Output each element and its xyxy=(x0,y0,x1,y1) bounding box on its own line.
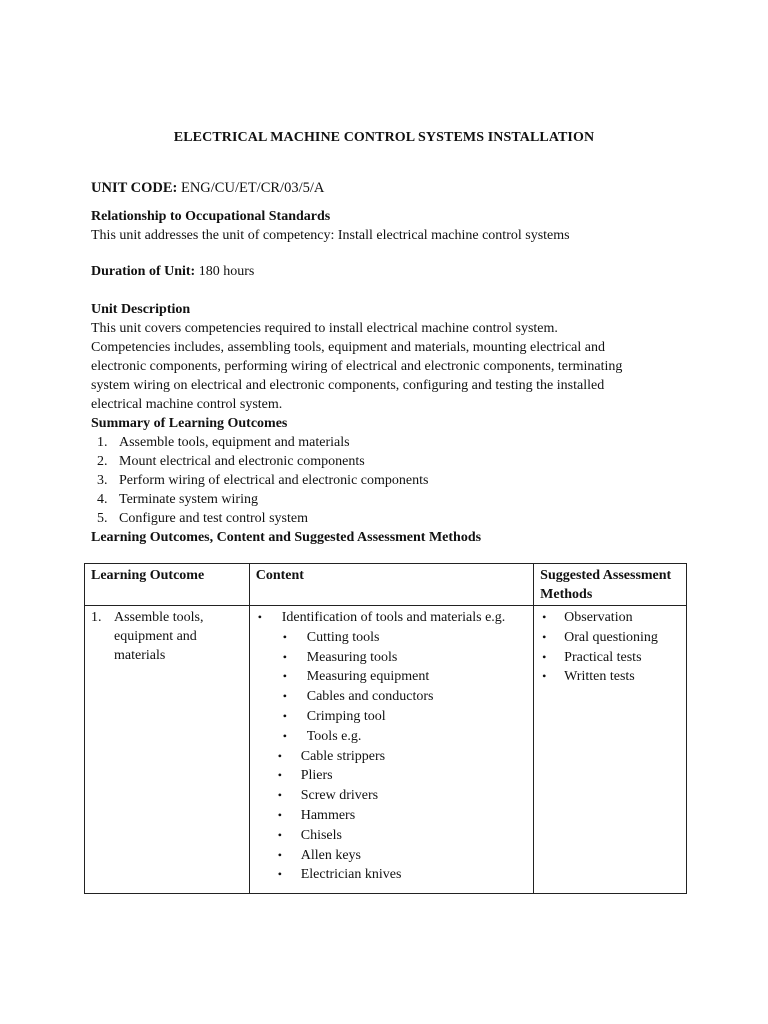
list-item xyxy=(256,687,527,707)
list-item-text: Perform wiring of electrical and electronic components xyxy=(119,473,429,488)
description-line: system wiring on electrical and electronic components, configuring and testing the installed xyxy=(91,378,605,393)
outcome-number: 1. xyxy=(91,610,102,625)
list-item xyxy=(256,747,527,767)
list-item-text: Identification of tools and materials e.g. xyxy=(281,610,506,625)
relationship-heading: Relationship to Occupational Standards xyxy=(91,209,331,224)
list-item xyxy=(256,667,527,687)
bullet-icon: • xyxy=(257,610,262,624)
list-item xyxy=(256,846,527,866)
outcome-line: materials xyxy=(114,648,166,663)
list-item-text: Tools e.g. xyxy=(306,728,362,744)
list-item xyxy=(540,648,680,668)
unit-code-label: UNIT CODE: xyxy=(91,180,178,196)
unit-code-value: ENG/CU/ET/CR/03/5/A xyxy=(180,180,325,196)
description-line: electronic components, performing wiring of electrical and electronic components, terminating xyxy=(91,359,623,374)
list-item-text: Cable strippers xyxy=(300,748,386,764)
bullet-icon: • xyxy=(277,867,282,882)
list-item-text: Hammers xyxy=(300,807,356,823)
list-number: 4. xyxy=(97,492,108,507)
header-learning-outcome: Learning Outcome xyxy=(85,564,250,606)
list-item-text: Cutting tools xyxy=(306,629,380,645)
list-item xyxy=(256,806,527,826)
table-header-row xyxy=(85,564,687,606)
relationship-text: This unit addresses the unit of competency: Install electrical machine control systems xyxy=(91,228,570,243)
bullet-icon: • xyxy=(282,728,287,743)
bullet-icon: • xyxy=(282,669,287,684)
list-item xyxy=(91,490,691,509)
description-line: electrical machine control system. xyxy=(91,397,283,412)
list-item-text: Oral questioning xyxy=(564,629,658,645)
header-assessment: Suggested Assessment Methods xyxy=(534,564,687,606)
list-item xyxy=(256,608,527,628)
learning-outcomes-table xyxy=(84,563,687,894)
bullet-icon: • xyxy=(277,748,282,763)
list-item xyxy=(540,628,680,648)
list-item-text: Measuring equipment xyxy=(306,669,430,685)
summary-list xyxy=(91,433,691,528)
list-item xyxy=(256,786,527,806)
bullet-icon: • xyxy=(282,689,287,704)
list-item xyxy=(91,452,691,471)
list-item xyxy=(540,667,680,687)
list-item-text: Allen keys xyxy=(300,847,361,863)
list-item xyxy=(256,766,527,786)
bullet-icon: • xyxy=(282,629,287,644)
description-line: Competencies includes, assembling tools, equipment and materials, mounting electrical and xyxy=(91,340,605,355)
description-heading: Unit Description xyxy=(91,302,191,317)
list-item-text: Cables and conductors xyxy=(306,689,434,705)
bullet-icon: • xyxy=(282,708,287,723)
list-item xyxy=(256,826,527,846)
list-number: 5. xyxy=(97,511,108,526)
list-item-text: Observation xyxy=(564,610,633,625)
bullet-icon: • xyxy=(542,649,547,664)
list-item-text: Written tests xyxy=(564,669,635,685)
list-item-text: Practical tests xyxy=(564,649,642,665)
outcome-cell xyxy=(85,606,250,894)
page-title: ELECTRICAL MACHINE CONTROL SYSTEMS INSTALLATION xyxy=(173,130,595,145)
bullet-icon: • xyxy=(542,669,547,684)
list-item-text: Terminate system wiring xyxy=(119,492,258,507)
duration-label: Duration of Unit: xyxy=(91,264,196,279)
header-content: Content xyxy=(249,564,533,606)
summary-heading: Summary of Learning Outcomes xyxy=(91,416,288,431)
bullet-icon: • xyxy=(277,788,282,803)
description-section xyxy=(91,300,691,547)
bullet-icon: • xyxy=(282,649,287,664)
list-item-text: Screw drivers xyxy=(300,788,379,804)
list-item-text: Chisels xyxy=(300,827,342,843)
bullet-icon: • xyxy=(542,610,547,624)
list-item xyxy=(91,471,691,490)
list-item-text: Crimping tool xyxy=(306,708,386,724)
list-item xyxy=(256,648,527,668)
unit-code xyxy=(91,179,691,198)
list-number: 1. xyxy=(97,435,108,450)
list-item xyxy=(256,707,527,727)
list-item xyxy=(256,727,527,747)
list-item xyxy=(91,433,691,452)
table-row xyxy=(85,606,687,894)
list-item xyxy=(256,865,527,885)
content-cell xyxy=(249,606,533,894)
list-item-text: Assemble tools, equipment and materials xyxy=(119,435,350,450)
list-number: 2. xyxy=(97,454,108,469)
list-item-text: Configure and test control system xyxy=(119,511,308,526)
outcome-entry xyxy=(91,608,243,665)
outcome-line: Assemble tools, xyxy=(114,610,204,625)
list-item xyxy=(256,628,527,648)
assessment-list xyxy=(540,608,680,687)
list-item-text: Pliers xyxy=(300,768,333,784)
bullet-icon: • xyxy=(542,629,547,644)
bullet-icon: • xyxy=(277,807,282,822)
relationship-section xyxy=(91,207,691,245)
list-item-text: Mount electrical and electronic components xyxy=(119,454,365,469)
list-item-text: Measuring tools xyxy=(306,649,398,665)
bullet-icon: • xyxy=(277,847,282,862)
content-list xyxy=(256,608,527,885)
bullet-icon: • xyxy=(277,768,282,783)
list-item xyxy=(91,509,691,528)
duration-value: 180 hours xyxy=(198,264,255,279)
outcome-line: equipment and xyxy=(114,629,197,644)
bullet-icon: • xyxy=(277,827,282,842)
list-item-text: Electrician knives xyxy=(300,867,402,883)
list-item xyxy=(540,608,680,628)
duration-line xyxy=(91,262,691,281)
description-line: This unit covers competencies required to install electrical machine control system. xyxy=(91,321,558,336)
table-section-heading: Learning Outcomes, Content and Suggested Assessment Methods xyxy=(91,530,482,545)
list-number: 3. xyxy=(97,473,108,488)
assessment-cell xyxy=(534,606,687,894)
